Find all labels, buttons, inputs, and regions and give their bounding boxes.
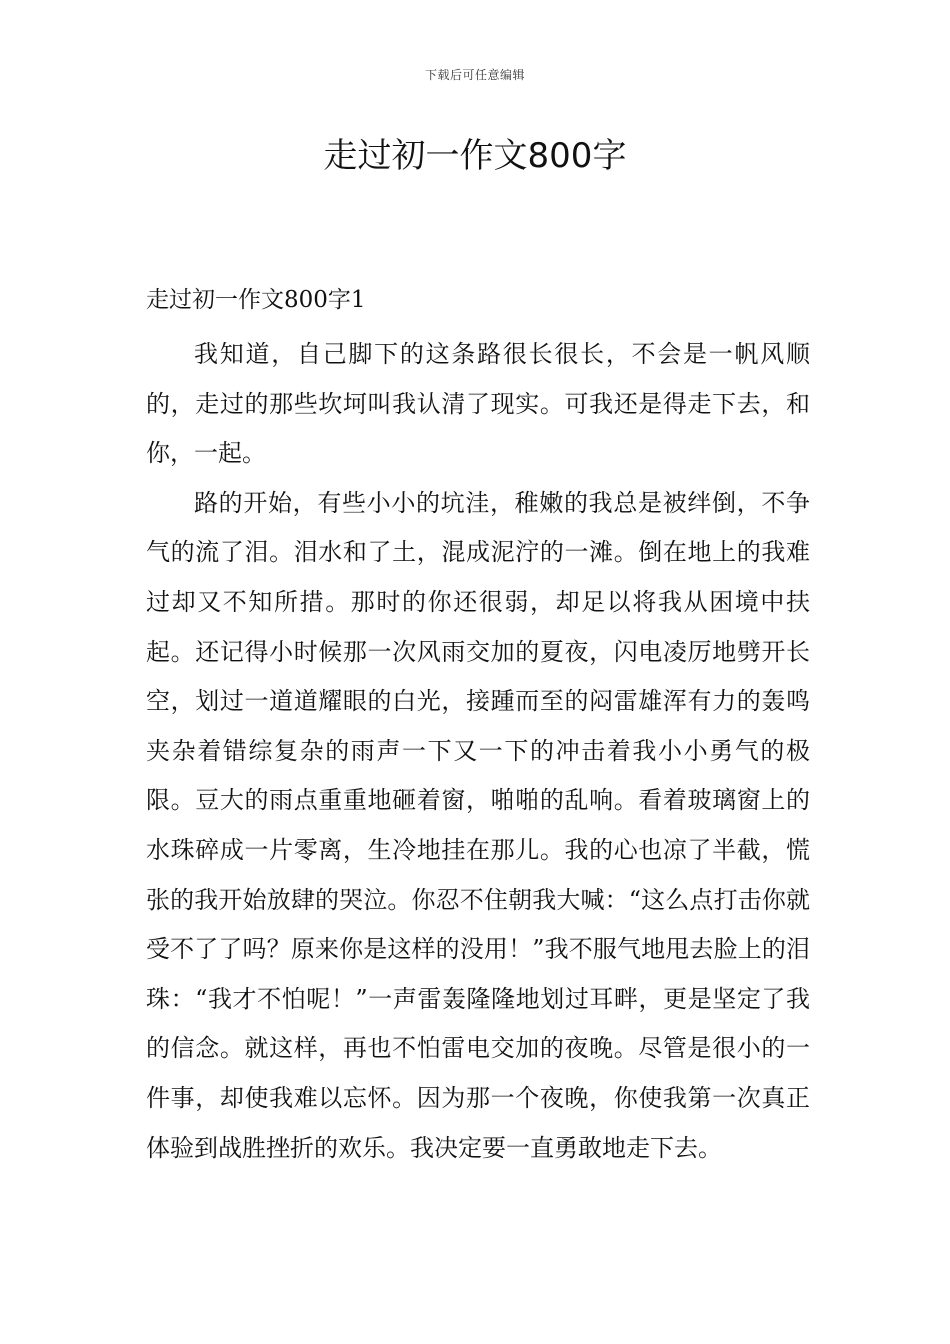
section-heading: 走过初一作文800字1 [146, 287, 366, 313]
document-title: 走过初一作文800字 [323, 136, 627, 176]
header-note: 下载后可任意编辑 [424, 68, 525, 82]
paragraph: 路的开始，有些小小的坑洼，稚嫩的我总是被绊倒，不争气的流了泪。泪水和了土，混成泥泞的一滩。倒在地上的我难过却又不知所措。那时的你还很弱，却足以将我从困境中扶起。还记得小时候那一次风雨交加的夏夜，闪电凌厉地劈开长空，划过一道道耀眼的白光，接踵而至的闷雷雄浑有力的轰鸣夹杂着错综复杂的雨声一下又一下的冲击着我小小勇气的极限。豆大的雨点重重地砸着窗，啪啪的乱响。看着玻璃窗上的水珠碎成一片零离，生冷地挂在那儿。我的心也凉了半截，慌张的我开始放肆的哭泣。你忍不住朝我大喊：“这么点打击你就受不了了吗？原来你是这样的没用！”我不服气地甩去脸上的泪珠：“我才不怕呢！”一声雷轰隆隆地划过耳畔，更是坚定了我的信念。就这样，再也不怕雷电交加的夜晚。尽管是很小的一件事，却使我难以忘怀。因为那一个夜晚，你使我第一次真正体验到战胜挫折的欢乐。我决定要一直勇敢地走下去。 [146, 488, 810, 1162]
paragraph: 我知道，自己脚下的这条路很长很长，不会是一帆风顺的，走过的那些坎坷叫我认清了现实。可我还是得走下去，和你，一起。 [146, 340, 810, 468]
document-body [146, 280, 810, 1173]
